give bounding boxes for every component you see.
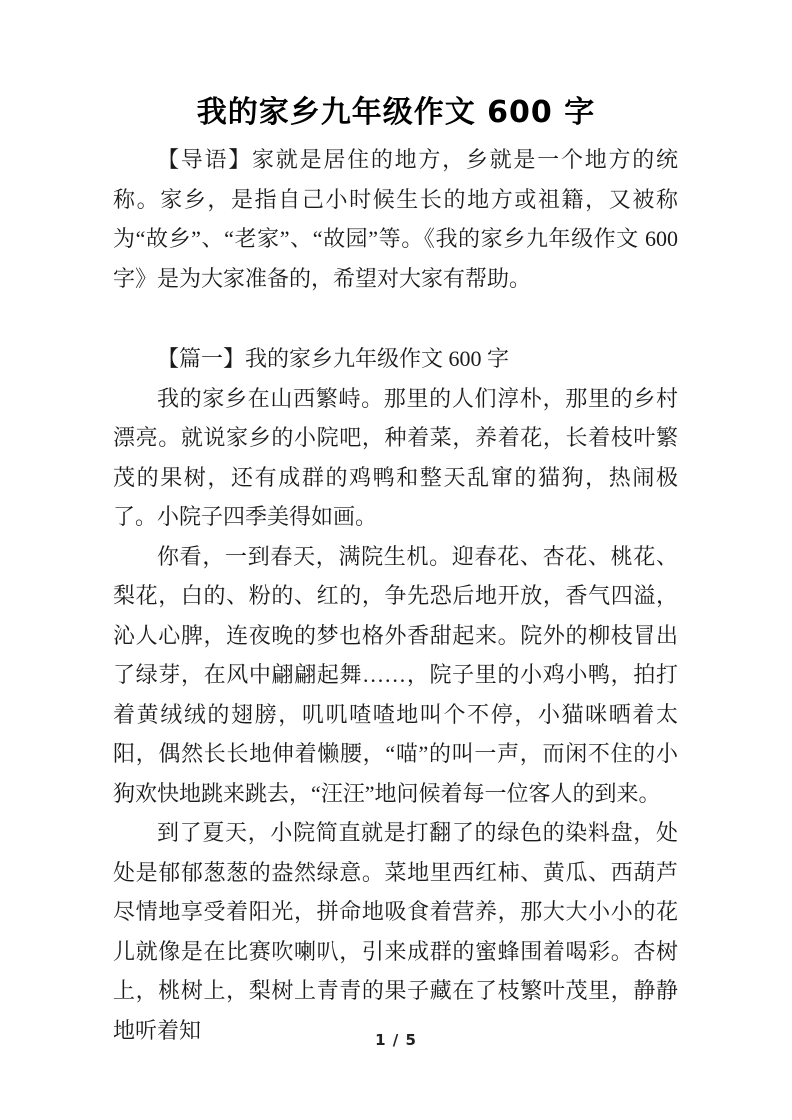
document-body bbox=[0, 140, 792, 1050]
document-title: 我的家乡九年级作文 600 字 bbox=[196, 95, 596, 130]
page-number-indicator: 1 / 5 bbox=[375, 1031, 417, 1049]
body-paragraph-1: 我的家乡在山西繁峙。那里的人们淳朴，那里的乡村漂亮。就说家乡的小院吧，种着菜，养着花，长着枝叶繁茂的果树，还有成群的鸡鸭和整天乱窜的猫狗，热闹极了。小院子四季美得如画。 bbox=[113, 385, 678, 529]
section-one-heading: 【篇一】我的家乡九年级作文 600 字 bbox=[157, 346, 510, 371]
body-paragraph-3: 到了夏天，小院简直就是打翻了的绿色的染料盘，处处是郁郁葱葱的盎然绿意。菜地里西红柿、黄瓜、西葫芦尽情地享受着阳光，拼命地吸食着营养，那大大小小的花儿就像是在比赛吹喇叭，引来成群的蜜蜂围着喝彩。杏树上，桃树上，梨树上青青的果子藏在了枝繁叶茂里，静静地听着知 bbox=[113, 820, 678, 1043]
body-paragraph-2: 你看，一到春天，满院生机。迎春花、杏花、桃花、梨花，白的、粉的、红的，争先恐后地开放，香气四溢，沁人心脾，连夜晚的梦也格外香甜起来。院外的柳枝冒出了绿芽，在风中翩翩起舞……，院子里的小鸡小鸭，拍打着黄绒绒的翅膀，叽叽喳喳地叫个不停，小猫咪晒着太阳，偶然长长地伸着懒腰，“喵”的叫一声，而闲不住的小狗欢快地跳来跳去，“汪汪”地问候着每一位客人的到来。 bbox=[113, 543, 678, 806]
intro-paragraph: 【导语】家就是居住的地方，乡就是一个地方的统称。家乡，是指自己小时候生长的地方或祖籍，又被称为“故乡”、“老家”、“故园”等。《我的家乡九年级作文 600 字》是为大家准备的，希望对大家有帮助。 bbox=[113, 147, 678, 291]
